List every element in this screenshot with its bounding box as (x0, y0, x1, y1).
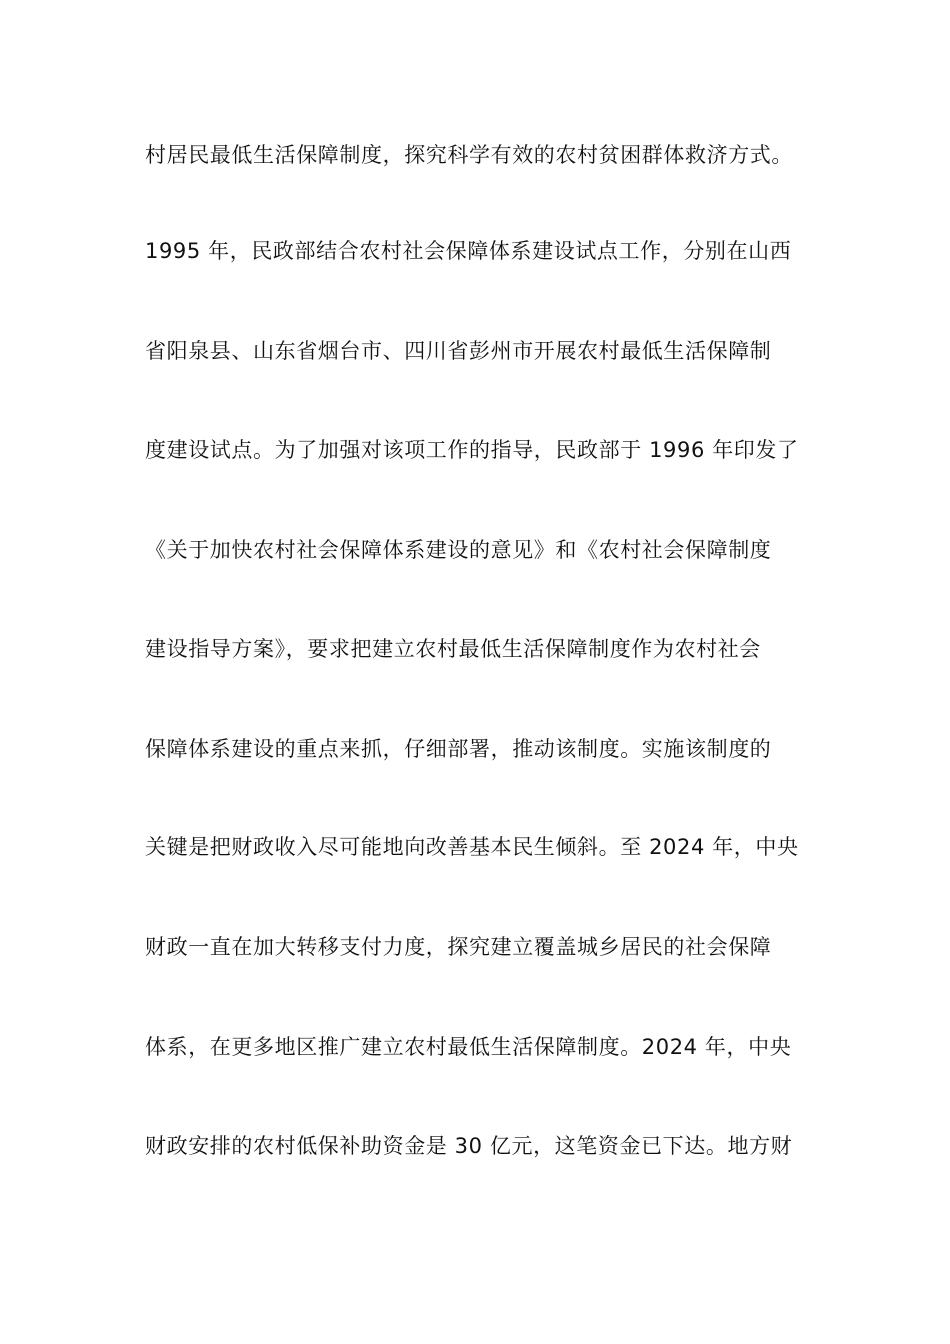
text-line-9: 财政一直在加大转移支付力度，探究建立覆盖城乡居民的社会保障 (145, 935, 772, 959)
text-line-4: 度建设试点。为了加强对该项工作的指导，民政部于 1996 年印发了 (145, 438, 799, 462)
text-line-8: 关键是把财政收入尽可能地向改善基本民生倾斜。至 2024 年，中央 (145, 835, 799, 859)
text-line-3: 省阳泉县、山东省烟台市、四川省彭州市开展农村最低生活保障制 (145, 339, 772, 363)
text-line-2: 1995 年，民政部结合农村社会保障体系建设试点工作，分别在山西 (145, 239, 792, 263)
text-line-7: 保障体系建设的重点来抓，仔细部署，推动该制度。实施该制度的 (145, 737, 772, 761)
text-line-10: 体系，在更多地区推广建立农村最低生活保障制度。2024 年，中央 (145, 1035, 792, 1059)
text-line-6: 建设指导方案》，要求把建立农村最低生活保障制度作为农村社会 (145, 637, 761, 661)
text-line-11: 财政安排的农村低保补助资金是 30 亿元，这笔资金已下达。地方财 (145, 1134, 793, 1158)
text-line-1: 村居民最低生活保障制度，探究科学有效的农村贫困群体救济方式。 (145, 143, 793, 167)
text-line-5: 《关于加快农村社会保障体系建设的意见》和《农村社会保障制度 (145, 538, 772, 562)
